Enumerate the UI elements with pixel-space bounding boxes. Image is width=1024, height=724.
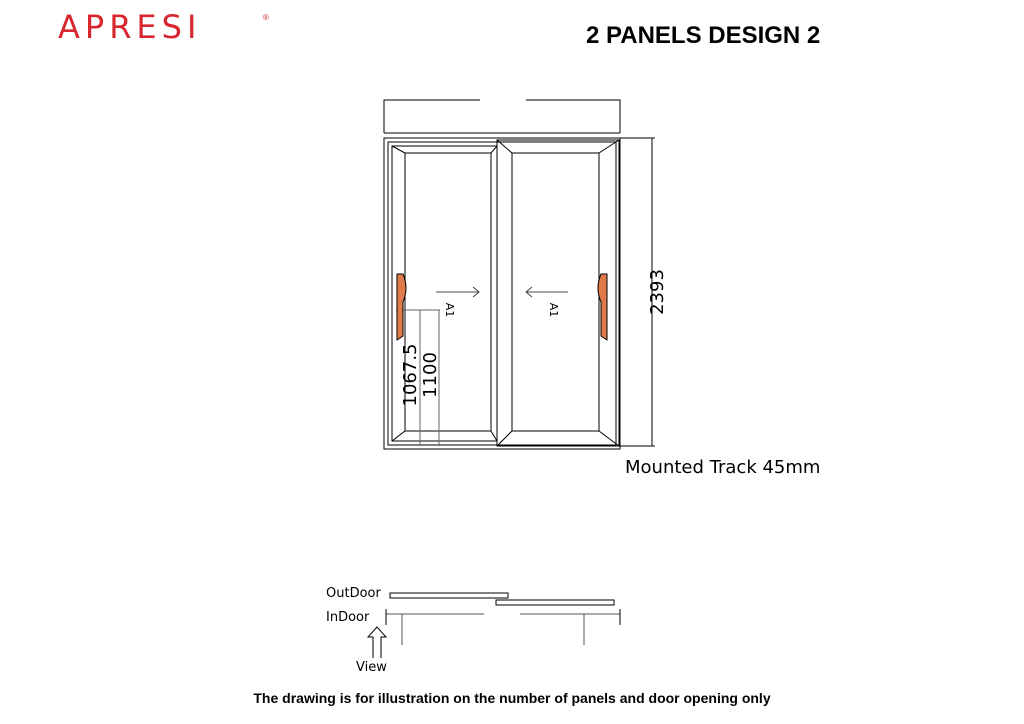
slide-arrows — [436, 287, 568, 297]
outdoor-label: OutDoor — [326, 586, 381, 601]
height-dimension-text: 2393 — [647, 269, 668, 315]
left-panel-label: A1 — [443, 302, 456, 318]
right-panel-label: A1 — [547, 302, 560, 318]
brand-logo: APRESI — [58, 8, 202, 46]
handle-height-1067: 1067.5 — [400, 343, 421, 407]
indoor-label: InDoor — [326, 610, 370, 625]
mounted-track — [384, 100, 620, 133]
view-arrow-icon — [368, 627, 386, 658]
page-title: 2 PANELS DESIGN 2 — [586, 22, 821, 49]
handle-height-1100: 1100 — [420, 352, 441, 398]
outdoor-panel-section — [390, 593, 508, 598]
indoor-panel-section — [496, 600, 614, 605]
view-label: View — [356, 660, 387, 675]
plan-view — [368, 593, 620, 658]
track-label: Mounted Track 45mm — [625, 457, 821, 478]
footnote: The drawing is for illustration on the number of panels and door opening only — [253, 690, 771, 706]
registered-mark: ® — [263, 13, 269, 22]
